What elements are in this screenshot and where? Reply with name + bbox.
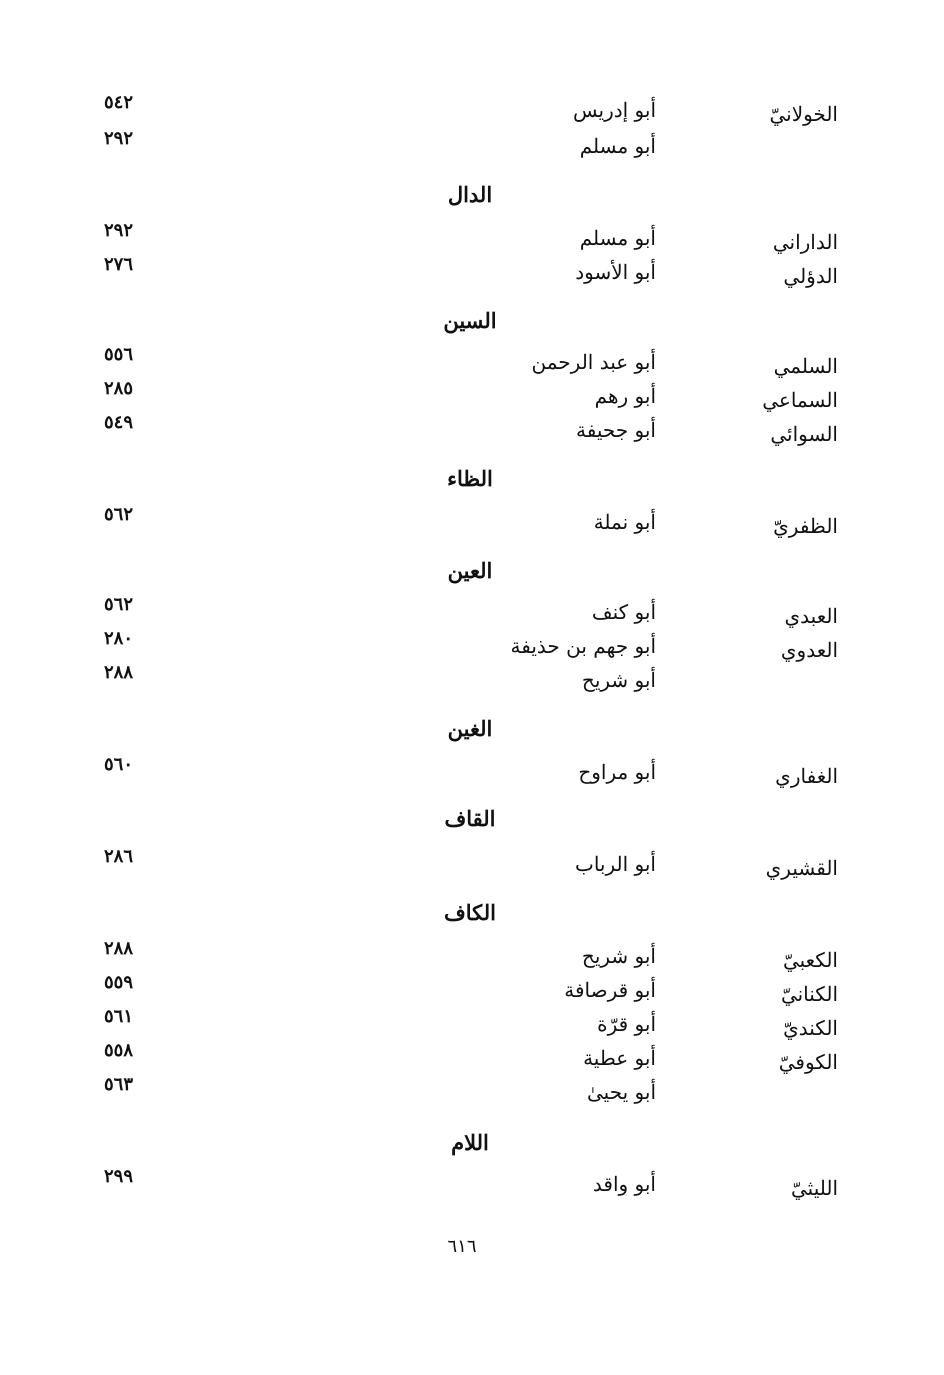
index-entry <box>0 128 944 168</box>
entry-kunya: أبو مسلم <box>579 226 656 250</box>
index-entry <box>0 1074 944 1114</box>
entry-nisba: الداراني <box>772 230 838 254</box>
entry-nisba: الكعبيّ <box>782 948 838 972</box>
entry-kunya: أبو عطية <box>583 1046 656 1070</box>
entry-nisba: الخولانيّ <box>769 102 838 126</box>
entry-kunya: أبو مراوح <box>578 760 656 784</box>
index-entry <box>0 412 944 452</box>
entry-page-number: ٥٦١ <box>104 1006 134 1027</box>
entry-page-number: ٢٩٩ <box>104 1166 134 1187</box>
entry-page-number: ٢٨٨ <box>104 938 134 959</box>
entry-nisba: الغفاري <box>775 764 838 788</box>
index-entry <box>0 504 944 544</box>
section-heading: اللام <box>451 1130 489 1155</box>
index-entry <box>0 254 944 294</box>
entry-kunya: أبو يحيىٰ <box>587 1080 656 1104</box>
entry-page-number: ٥٦٠ <box>104 754 134 775</box>
section-heading: الكاف <box>444 900 496 925</box>
entry-kunya: أبو الرباب <box>575 852 656 876</box>
entry-nisba: السلمي <box>773 354 838 378</box>
entry-nisba: القشيري <box>765 856 838 880</box>
entry-nisba: الليثيّ <box>790 1176 838 1200</box>
entry-nisba: العدوي <box>780 638 838 662</box>
entry-kunya: أبو الأسود <box>575 260 656 284</box>
entry-page-number: ٥٥٩ <box>104 972 134 993</box>
entry-kunya: أبو شريح <box>581 944 656 968</box>
entry-kunya: أبو نملة <box>593 510 656 534</box>
entry-nisba: السوائي <box>770 422 838 446</box>
entry-kunya: أبو جهم بن حذيفة <box>510 634 656 658</box>
entry-kunya: أبو جحيفة <box>576 418 656 442</box>
entry-page-number: ٥٥٨ <box>104 1040 134 1061</box>
entry-nisba: الكوفيّ <box>778 1050 838 1074</box>
entry-page-number: ٥٥٦ <box>104 344 134 365</box>
entry-kunya: أبو مسلم <box>579 134 656 158</box>
entry-kunya: أبو قرصافة <box>564 978 656 1002</box>
entry-kunya: أبو واقد <box>592 1172 656 1196</box>
entry-nisba: الكنديّ <box>783 1016 838 1040</box>
section-heading: الدال <box>447 182 493 207</box>
entry-page-number: ٢٨٦ <box>104 846 134 867</box>
index-entry <box>0 1166 944 1206</box>
index-entry <box>0 754 944 794</box>
entry-kunya: أبو شريح <box>581 668 656 692</box>
entry-nisba: الدؤلي <box>783 264 838 288</box>
entry-page-number: ٢٨٠ <box>104 628 134 649</box>
entry-kunya: أبو قرّة <box>597 1012 656 1036</box>
entry-nisba: السماعي <box>762 388 838 412</box>
entry-kunya: أبو عبد الرحمن <box>531 350 656 374</box>
index-entry <box>0 846 944 886</box>
index-entry <box>0 662 944 702</box>
section-heading: الغين <box>447 716 493 741</box>
entry-nisba: العبدي <box>784 604 838 628</box>
entry-page-number: ٥٦٣ <box>104 1074 134 1095</box>
section-heading: القاف <box>444 806 496 831</box>
entry-page-number: ٥٤٩ <box>104 412 134 433</box>
section-heading: الظاء <box>447 466 493 491</box>
entry-page-number: ٥٦٢ <box>104 504 134 525</box>
entry-page-number: ٥٦٢ <box>104 594 134 615</box>
index-entry <box>0 92 944 132</box>
entry-page-number: ٢٧٦ <box>104 254 134 275</box>
section-heading: العين <box>447 558 493 583</box>
entry-page-number: ٢٩٢ <box>104 128 134 149</box>
entry-kunya: أبو كنف <box>591 600 656 624</box>
page-number: ٦١٦ <box>447 1236 477 1257</box>
entry-kunya: أبو إدريس <box>573 98 656 122</box>
entry-nisba: الكنانيّ <box>780 982 838 1006</box>
section-heading: السين <box>443 308 497 333</box>
entry-page-number: ٢٨٨ <box>104 662 134 683</box>
entry-page-number: ٢٨٥ <box>104 378 134 399</box>
entry-kunya: أبو رهم <box>594 384 656 408</box>
entry-nisba: الظفريّ <box>773 514 838 538</box>
entry-page-number: ٢٩٢ <box>104 220 134 241</box>
entry-page-number: ٥٤٢ <box>104 92 134 113</box>
